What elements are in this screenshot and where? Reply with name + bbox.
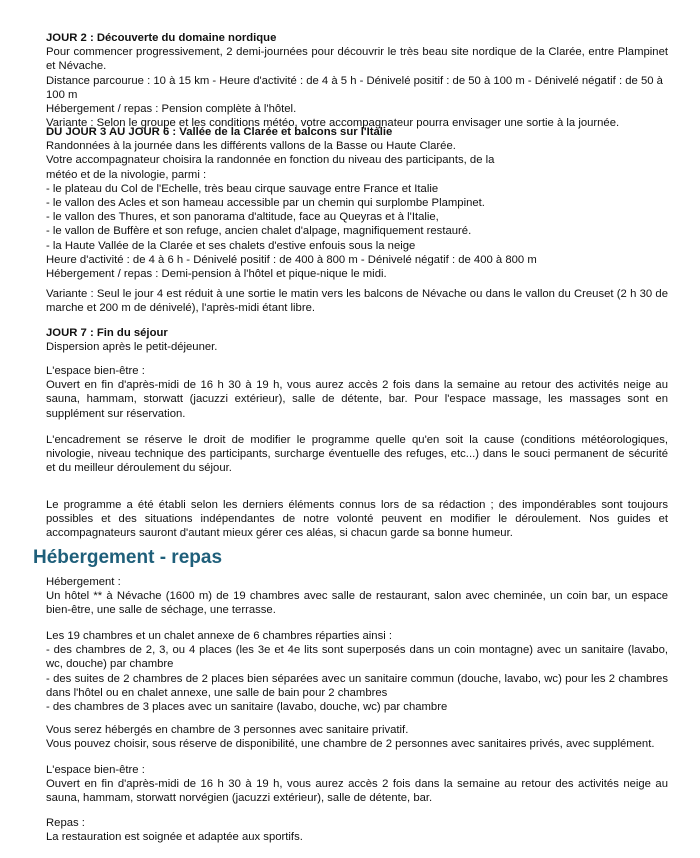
day7-section — [46, 326, 668, 354]
wellness-text: Ouvert en fin d'après-midi de 16 h 30 à 19 h, vous aurez accès 2 fois dans la semaine au retour des activités neige au sauna, hammam, storwatt (jacuzzi extérieur), salle de détente, bar. Pour l'espace massage, les massages sont en supplément sur réservation. — [46, 379, 668, 420]
day2-title: JOUR 2 : Découverte du domaine nordique — [46, 32, 277, 44]
hotel-description: Un hôtel ** à Névache (1600 m) de 19 chambres avec salle de restaurant, salon avec cheminée, un coin bar, un espace bien-être, une salle de séchage, une terrasse. — [46, 590, 668, 617]
wellness-section — [46, 364, 668, 421]
rooms-block — [46, 629, 668, 714]
accommodation-label: Hébergement : — [46, 576, 121, 588]
room-type: - des chambres de 3 places avec un sanitaire (lavabo, douche, wc) par chambre — [46, 701, 448, 714]
days3to6-line: Hébergement / repas : Demi-pension à l'hôtel et pique-nique le midi. — [46, 268, 387, 281]
lodging-line: Vous serez hébergés en chambre de 3 personnes avec sanitaire privatif. — [46, 724, 409, 736]
rooms-intro: Les 19 chambres et un chalet annexe de 6 chambres réparties ainsi : — [46, 630, 393, 642]
days3to6-line: - la Haute Vallée de la Clarée et ses chalets d'estive enfouis sous la neige — [46, 239, 416, 252]
supervision-text: L'encadrement se réserve le droit de modifier le programme quelle qu'en soit la cause (conditions météorologiques, nivologie, niveau technique des participants, surcharge éventuelle des refuges, etc...) dans le souci permanent de sécurité et du meilleur déroulement du séjour. — [46, 434, 668, 475]
days3to6-line: Heure d'activité : de 4 à 6 h - Dénivelé positif : de 400 à 800 m - Dénivelé négatif : de 400 à 800 m — [46, 253, 537, 266]
wellness-title: L'espace bien-être : — [46, 365, 145, 377]
days3to6-title: DU JOUR 3 AU JOUR 6 : Vallée de la Clarée et balcons sur l'Italie — [46, 126, 393, 138]
days3to6-line: - le vallon des Thures, et son panorama d'altitude, face au Queyras et à l'Italie, — [46, 211, 439, 224]
room-type: - des chambres de 2, 3, ou 4 places (les 3e et 4e lits sont superposés dans un coin montagne) avec un sanitaire (lavabo, wc, douche) par chambre — [46, 644, 668, 671]
days3to6-line: - le plateau du Col de l'Echelle, très beau cirque sauvage entre France et Italie — [46, 182, 439, 195]
wellness2-title: L'espace bien-être : — [46, 764, 145, 776]
wellness2-text: Ouvert en fin d'après-midi de 16 h 30 à 19 h, vous aurez accès 2 fois dans la semaine au retour des activités neige au sauna, hammam, storwatt norvégien (jacuzzi extérieur), salle de détente, bar. — [46, 778, 668, 805]
days3to6-line: Votre accompagnateur choisira la randonnée en fonction du niveau des participants, de la — [46, 154, 495, 167]
room-type: - des suites de 2 chambres de 2 places bien séparées avec un sanitaire commun (douche, lavabo, wc) pour les 2 chambres dans l'hôtel ou en chalet annexe, une salle de bain pour 2 chambres — [46, 672, 668, 699]
day2-meals: Hébergement / repas : Pension complète à l'hôtel. — [46, 103, 297, 116]
lodging-block — [46, 723, 668, 751]
meals-section — [46, 816, 668, 844]
hotel-block — [46, 575, 668, 618]
days3to6-variant-block — [46, 287, 668, 315]
day2-intro: Pour commencer progressivement, 2 demi-journées pour découvrir le très beau site nordique de la Clarée, entre Plampinet et Névache. — [46, 46, 668, 73]
day7-text: Dispersion après le petit-déjeuner. — [46, 341, 218, 354]
supervision-block — [46, 433, 668, 476]
program-note-block — [46, 498, 668, 541]
day2-section — [46, 31, 668, 130]
program-note-text: Le programme a été établi selon les derniers éléments connus lors de sa rédaction ; des impondérables sont toujours possibles et des situations indépendantes de notre volonté peuvent en modifier le déroulement. Nos guides et accompagnateurs sauront d'autant mieux gérer ces aléas, si chacun garde sa bonne humeur. — [46, 499, 668, 540]
days3to6-line: météo et de la nivologie, parmi : — [46, 168, 207, 181]
meals-label: Repas : — [46, 817, 85, 829]
lodging-line: Vous pouvez choisir, sous réserve de disponibilité, une chambre de 2 personnes avec sanitaires privés, avec supplément. — [46, 738, 655, 751]
meals-text: La restauration est soignée et adaptée aux sportifs. — [46, 831, 303, 844]
accommodation-heading: Hébergement - repas — [33, 547, 223, 568]
days3to6-section — [46, 125, 668, 281]
days3to6-line: Randonnées à la journée dans les différents vallons de la Basse ou Haute Clarée. — [46, 140, 456, 153]
days3to6-line: - le vallon de Buffère et son refuge, ancien chalet d'alpage, magnifiquement restauré. — [46, 225, 472, 238]
day2-stats: Distance parcourue : 10 à 15 km - Heure d'activité : de 4 à 5 h - Dénivelé positif : de 50 à 100 m - Dénivelé négatif : de 50 à 100 m — [46, 74, 663, 101]
day2-variant: Variante : Selon le groupe et les conditions météo, votre accompagnateur pourra envisager une sortie à la journée. — [46, 117, 620, 130]
wellness2-section — [46, 763, 668, 806]
day7-title: JOUR 7 : Fin du séjour — [46, 327, 168, 339]
days3to6-variant: Variante : Seul le jour 4 est réduit à une sortie le matin vers les balcons de Névache ou dans le vallon du Creuset (2 h 30 de marche et 200 m de dénivelé), l'après-midi étant libre. — [46, 288, 668, 315]
days3to6-line: - le vallon des Acles et son hameau accessible par un chemin qui surplombe Plampinet. — [46, 197, 485, 210]
